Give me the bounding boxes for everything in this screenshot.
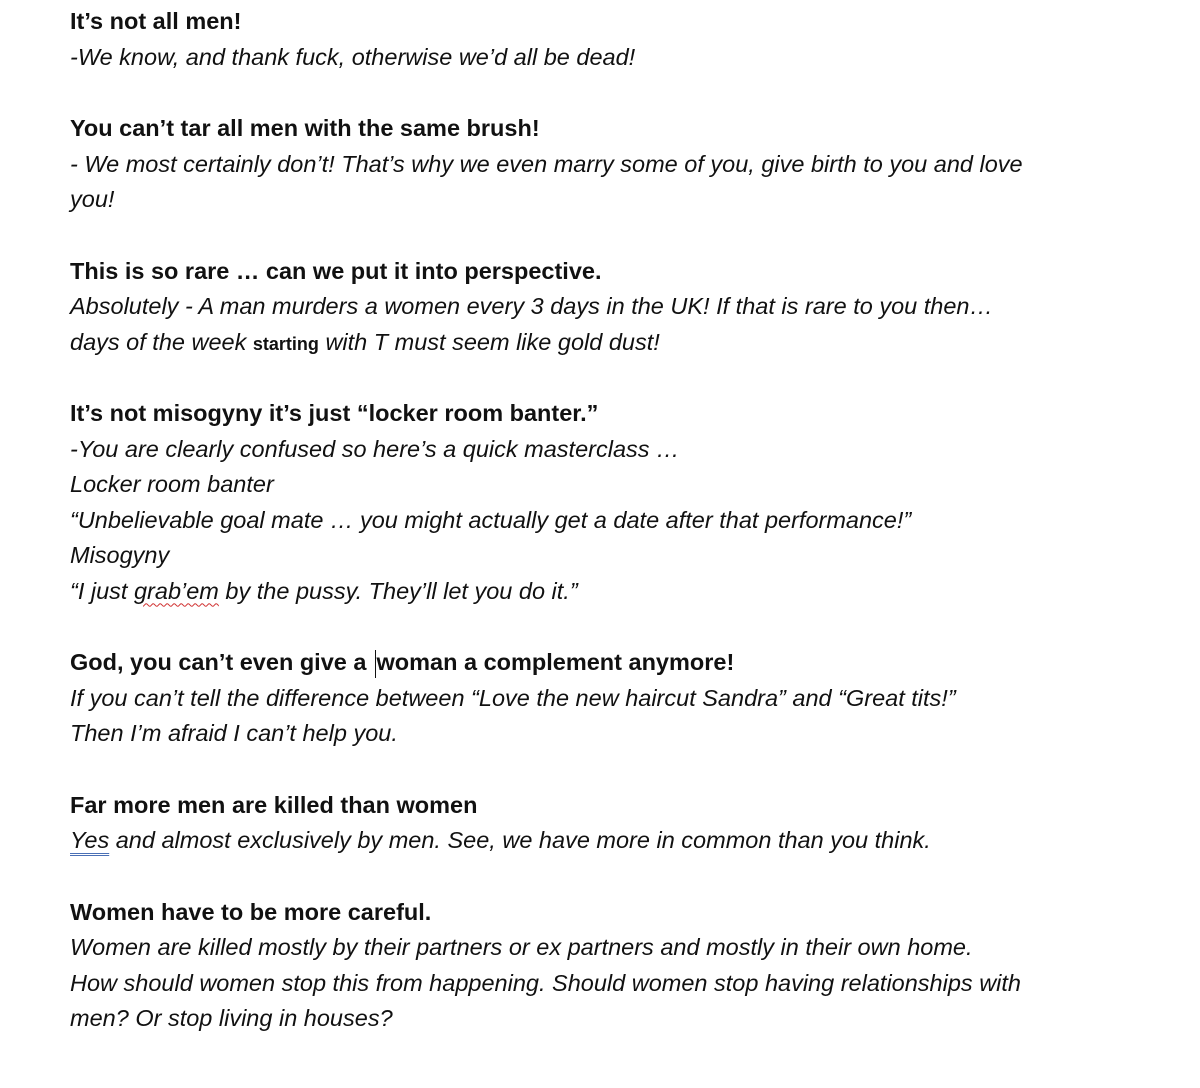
paragraph-gap	[70, 218, 1180, 254]
paragraph-gap	[70, 360, 1180, 396]
section-heading-1: It’s not all men!	[70, 8, 242, 34]
section-heading-6: Far more men are killed than women	[70, 791, 478, 818]
section-response-4-line-3: “Unbelievable goal mate … you might actually get a date after that performance!”	[70, 506, 912, 533]
section-response-4-line-2: Locker room banter	[70, 471, 274, 497]
section-response-5-line-2: Then I’m afraid I can’t help you.	[70, 720, 398, 746]
response-text-before-insert: days of the week	[70, 328, 247, 355]
section-response-7-line-1: Women are killed mostly by their partners or ex partners and mostly in their own home.	[70, 934, 973, 960]
grammar-flagged-word[interactable]: Yes	[70, 827, 110, 853]
quote-text-before: “I just	[70, 577, 134, 604]
inserted-word: starting	[252, 333, 319, 354]
paragraph-gap	[70, 859, 1180, 895]
section-response-5-line-1: If you can’t tell the difference between “Love the new haircut Sandra” and “Great tits!”	[70, 684, 956, 711]
paragraph-gap	[70, 609, 1180, 645]
section-response-6-line-1	[70, 823, 1180, 859]
section-response-7-line-3: men? Or stop living in houses?	[70, 1005, 393, 1031]
section-response-4-line-4: Misogyny	[70, 542, 170, 568]
section-response-2-line-1: - We most certainly don’t! That’s why we even marry some of you, give birth to you and love	[70, 150, 1023, 177]
section-response-1-line-1: -We know, and thank fuck, otherwise we’d all be dead!	[70, 43, 636, 70]
section-response-4-line-1: -You are clearly confused so here’s a quick masterclass …	[70, 435, 680, 462]
response-text-rest: and almost exclusively by men. See, we have more in common than you think.	[109, 827, 931, 853]
heading-text-before-cursor: God, you can’t even give a	[70, 649, 373, 675]
section-response-7-line-2: How should women stop this from happening. Should women stop having relationships with	[70, 969, 1021, 996]
document-page[interactable]	[70, 4, 1180, 1037]
section-heading-5	[70, 645, 1180, 681]
section-response-3-line-1: Absolutely - A man murders a women every 3 days in the UK! If that is rare to you then…	[70, 293, 994, 319]
section-heading-4: It’s not misogyny it’s just “locker room banter.”	[70, 400, 599, 426]
heading-text-after-cursor: woman a complement anymore!	[376, 649, 735, 675]
quote-text-after: by the pussy. They’ll let you do it.”	[218, 577, 578, 604]
section-heading-7: Women have to be more careful.	[70, 898, 432, 925]
section-response-4-line-5	[70, 574, 1180, 610]
response-text-after-insert: with T must seem like gold dust!	[325, 328, 660, 355]
spellcheck-flagged-word[interactable]: grab’em	[133, 577, 219, 604]
section-response-3-line-2	[70, 325, 1180, 361]
section-response-2-line-2: you!	[70, 186, 115, 212]
section-heading-2: You can’t tar all men with the same brush!	[70, 115, 540, 141]
section-heading-3: This is so rare … can we put it into perspective.	[70, 257, 602, 284]
paragraph-gap	[70, 752, 1180, 788]
paragraph-gap	[70, 75, 1180, 111]
